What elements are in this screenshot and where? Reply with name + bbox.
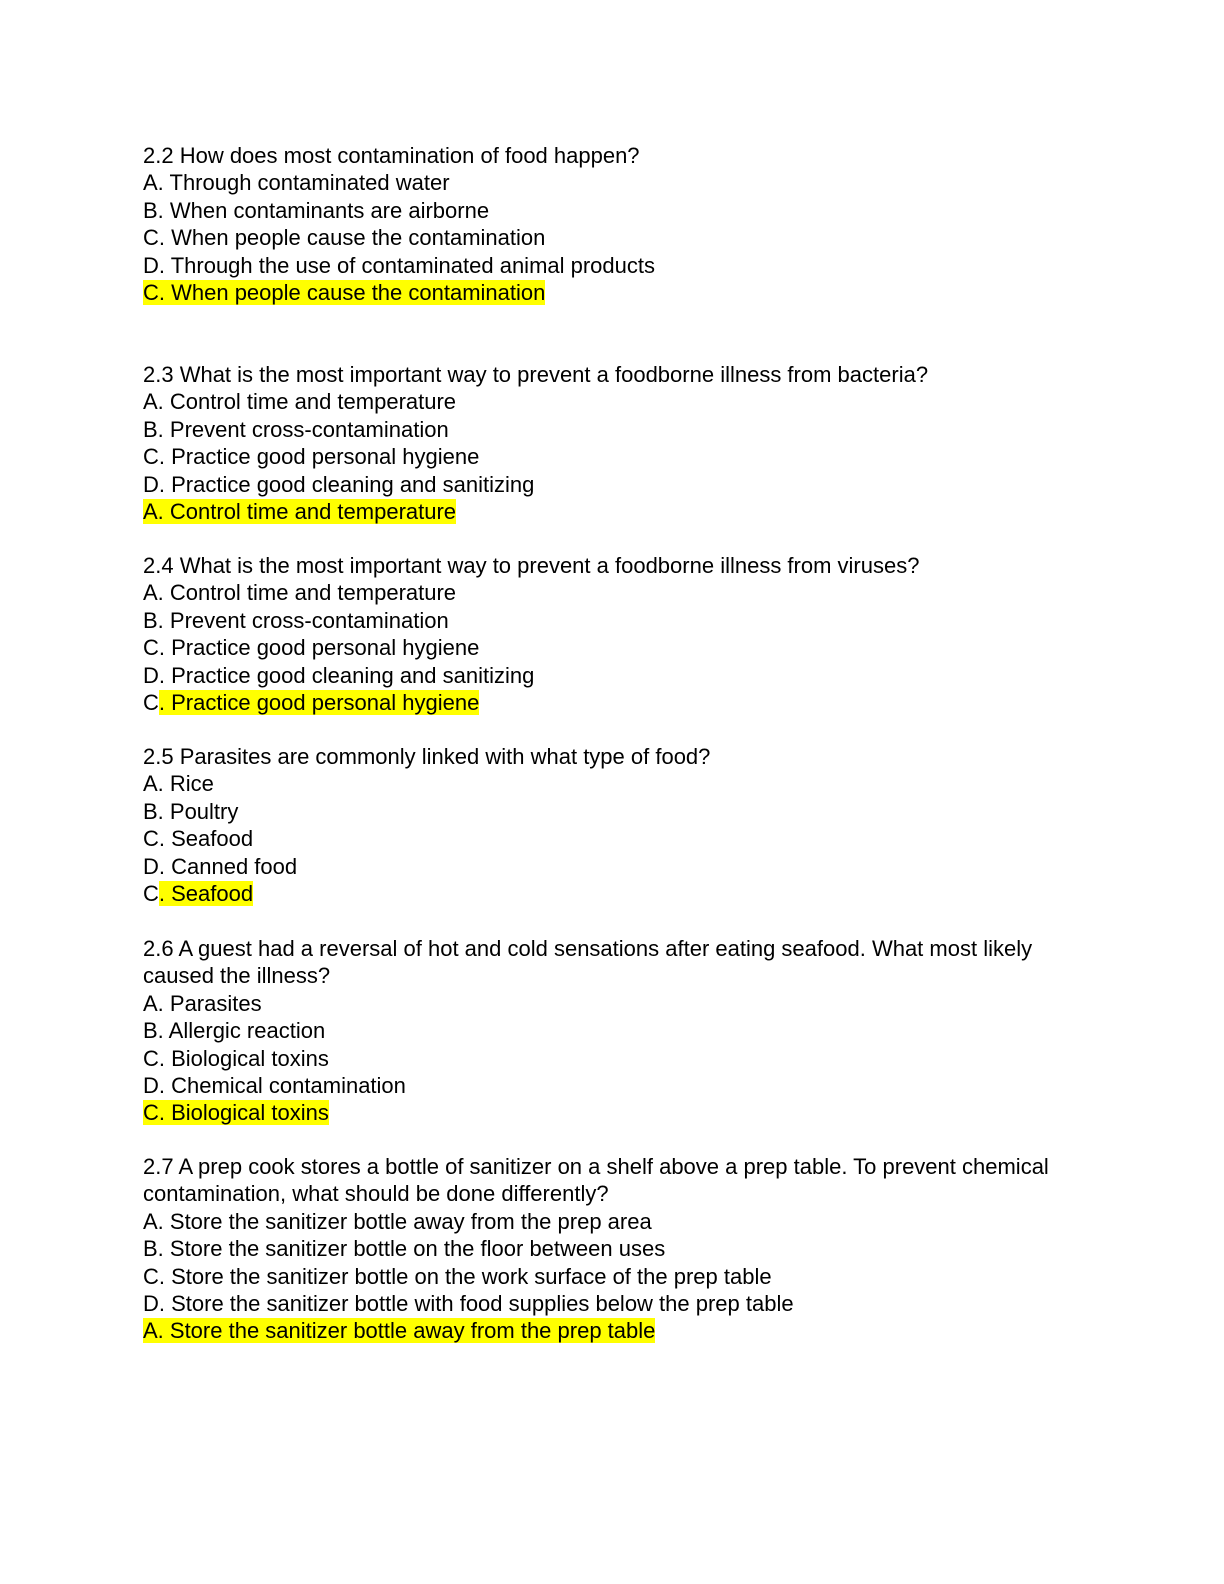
option-c: C. Practice good personal hygiene bbox=[143, 444, 480, 470]
answer-line bbox=[143, 880, 710, 907]
answer-line bbox=[143, 279, 655, 306]
option-a: A. Control time and temperature bbox=[143, 580, 457, 606]
answer-highlight: C. Biological toxins bbox=[143, 1100, 329, 1126]
option-b: B. Allergic reaction bbox=[143, 1018, 326, 1044]
option-c: C. Seafood bbox=[143, 826, 254, 852]
question-2-2 bbox=[143, 142, 655, 306]
option-a: A. Store the sanitizer bottle away from the prep area bbox=[143, 1208, 652, 1234]
option-a: A. Through contaminated water bbox=[143, 170, 450, 196]
option-a: A. Control time and temperature bbox=[143, 389, 457, 415]
option-c: C. Store the sanitizer bottle on the work surface of the prep table bbox=[143, 1263, 772, 1289]
option-a: A. Rice bbox=[143, 771, 214, 797]
option-c: C. When people cause the contamination bbox=[143, 225, 546, 251]
option-b: B. When contaminants are airborne bbox=[143, 197, 490, 223]
answer-line bbox=[143, 1317, 1083, 1344]
option-d: D. Chemical contamination bbox=[143, 1073, 406, 1099]
answer-prefix: C bbox=[143, 881, 159, 907]
option-b: B. Store the sanitizer bottle on the floor between uses bbox=[143, 1236, 666, 1262]
question-prompt: 2.2 How does most contamination of food happen? bbox=[143, 143, 640, 168]
option-c: C. Biological toxins bbox=[143, 1045, 329, 1071]
option-c: C. Practice good personal hygiene bbox=[143, 635, 480, 661]
option-a: A. Parasites bbox=[143, 990, 262, 1016]
question-2-5 bbox=[143, 743, 710, 907]
option-b: B. Prevent cross-contamination bbox=[143, 607, 449, 633]
question-prompt: 2.4 What is the most important way to prevent a foodborne illness from viruses? bbox=[143, 553, 920, 578]
answer-highlight: . Practice good personal hygiene bbox=[158, 690, 480, 716]
answer-line bbox=[143, 689, 919, 716]
question-prompt: 2.6 A guest had a reversal of hot and cold sensations after eating seafood. What most likely caused the illness? bbox=[143, 936, 1039, 989]
question-prompt: 2.3 What is the most important way to prevent a foodborne illness from bacteria? bbox=[143, 362, 929, 387]
answer-highlight: A. Control time and temperature bbox=[143, 499, 457, 525]
question-2-6 bbox=[143, 935, 1083, 1127]
answer-highlight: A. Store the sanitizer bottle away from the prep table bbox=[143, 1318, 656, 1344]
question-2-7 bbox=[143, 1153, 1083, 1345]
answer-line bbox=[143, 498, 928, 525]
answer-highlight: . Seafood bbox=[158, 881, 254, 907]
option-d: D. Practice good cleaning and sanitizing bbox=[143, 662, 535, 688]
question-prompt: 2.7 A prep cook stores a bottle of sanitizer on a shelf above a prep table. To prevent chemical contamination, what should be done differently? bbox=[143, 1154, 1055, 1207]
option-b: B. Prevent cross-contamination bbox=[143, 416, 449, 442]
option-d: D. Canned food bbox=[143, 853, 298, 879]
answer-prefix: C bbox=[143, 690, 159, 716]
option-d: D. Through the use of contaminated animal products bbox=[143, 252, 656, 278]
answer-highlight: C. When people cause the contamination bbox=[143, 280, 546, 306]
option-b: B. Poultry bbox=[143, 798, 239, 824]
option-d: D. Store the sanitizer bottle with food supplies below the prep table bbox=[143, 1291, 794, 1317]
question-prompt: 2.5 Parasites are commonly linked with what type of food? bbox=[143, 744, 711, 769]
option-d: D. Practice good cleaning and sanitizing bbox=[143, 471, 535, 497]
question-2-3 bbox=[143, 361, 928, 525]
answer-line bbox=[143, 1099, 1083, 1126]
question-2-4 bbox=[143, 552, 919, 716]
